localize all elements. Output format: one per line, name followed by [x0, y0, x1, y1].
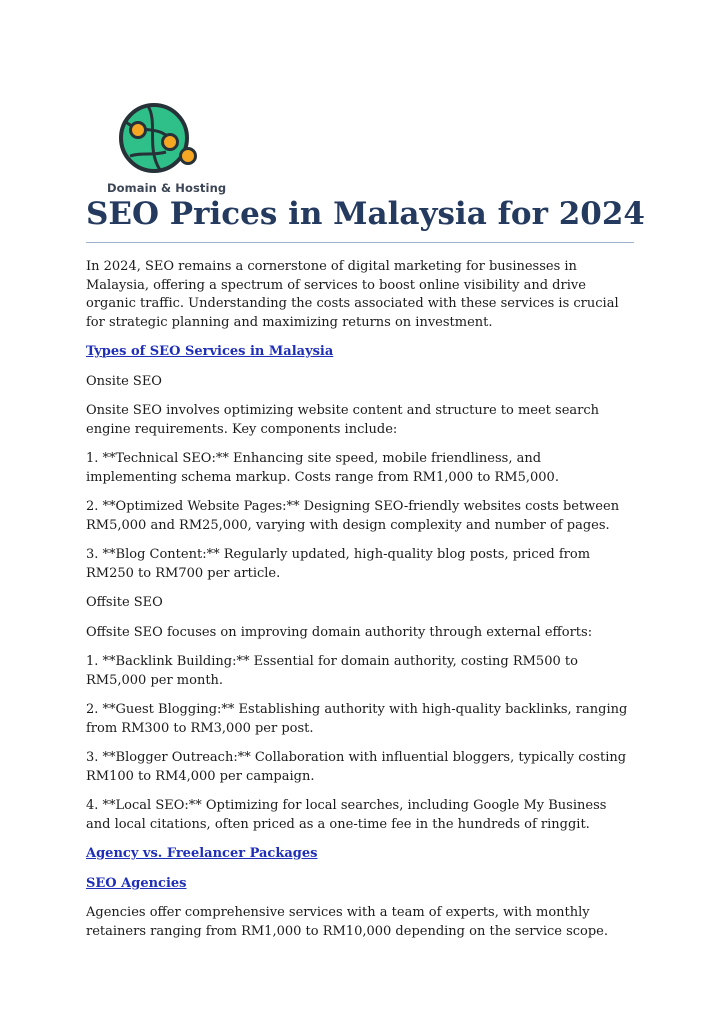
offsite-heading: Offsite SEO — [86, 595, 163, 610]
page-title: SEO Prices in Malaysia for 2024 — [86, 196, 645, 232]
offsite-item-outreach: 3. **Blogger Outreach:** Collaboration with influential bloggers, typically costing RM100 to RM4,000 per campaign. — [86, 750, 627, 784]
agencies-paragraph: Agencies offer comprehensive services with a team of experts, with monthly retainers ranging from RM1,000 to RM10,000 depending on the service scope. — [86, 905, 609, 939]
onsite-item-pages: 2. **Optimized Website Pages:** Designing SEO-friendly websites costs between RM5,000 and RM25,000, varying with design complexity and number of pages. — [86, 499, 620, 533]
onsite-intro: Onsite SEO involves optimizing website content and structure to meet search engine requirements. Key components include: — [86, 403, 600, 437]
onsite-item-blog: 3. **Blog Content:** Regularly updated, high-quality blog posts, priced from RM250 to RM700 per article. — [86, 547, 591, 581]
onsite-item-technical: 1. **Technical SEO:** Enhancing site speed, mobile friendliness, and implementing schema markup. Costs range from RM1,000 to RM5,000. — [86, 451, 559, 485]
onsite-heading: Onsite SEO — [86, 373, 162, 389]
title-divider — [86, 242, 634, 243]
offsite-item-local: 4. **Local SEO:** Optimizing for local searches, including Google My Business and local citations, often priced as a one-time fee in the hundreds of ringgit. — [86, 798, 607, 832]
brand-name: Domain & Hosting — [107, 181, 227, 195]
link-types-of-seo-services[interactable]: Types of SEO Services in Malaysia — [86, 344, 334, 359]
link-agency-vs-freelancer[interactable]: Agency vs. Freelancer Packages — [86, 846, 318, 861]
offsite-item-backlink: 1. **Backlink Building:** Essential for domain authority, costing RM500 to RM5,000 per month. — [86, 654, 578, 688]
offsite-item-guest: 2. **Guest Blogging:** Establishing authority with high-quality backlinks, ranging from RM300 to RM3,000 per post. — [86, 702, 628, 736]
intro-paragraph: In 2024, SEO remains a cornerstone of digital marketing for businesses in Malaysia, offering a spectrum of services to boost online visibility and drive organic traffic. Understanding the costs associated with these services is crucial for strategic planning and maximizing returns on investment. — [86, 259, 619, 330]
article-body — [86, 258, 634, 952]
link-seo-agencies[interactable]: SEO Agencies — [86, 875, 187, 891]
offsite-intro: Offsite SEO focuses on improving domain authority through external efforts: — [86, 624, 593, 640]
globe-network-logo-icon — [108, 92, 200, 184]
